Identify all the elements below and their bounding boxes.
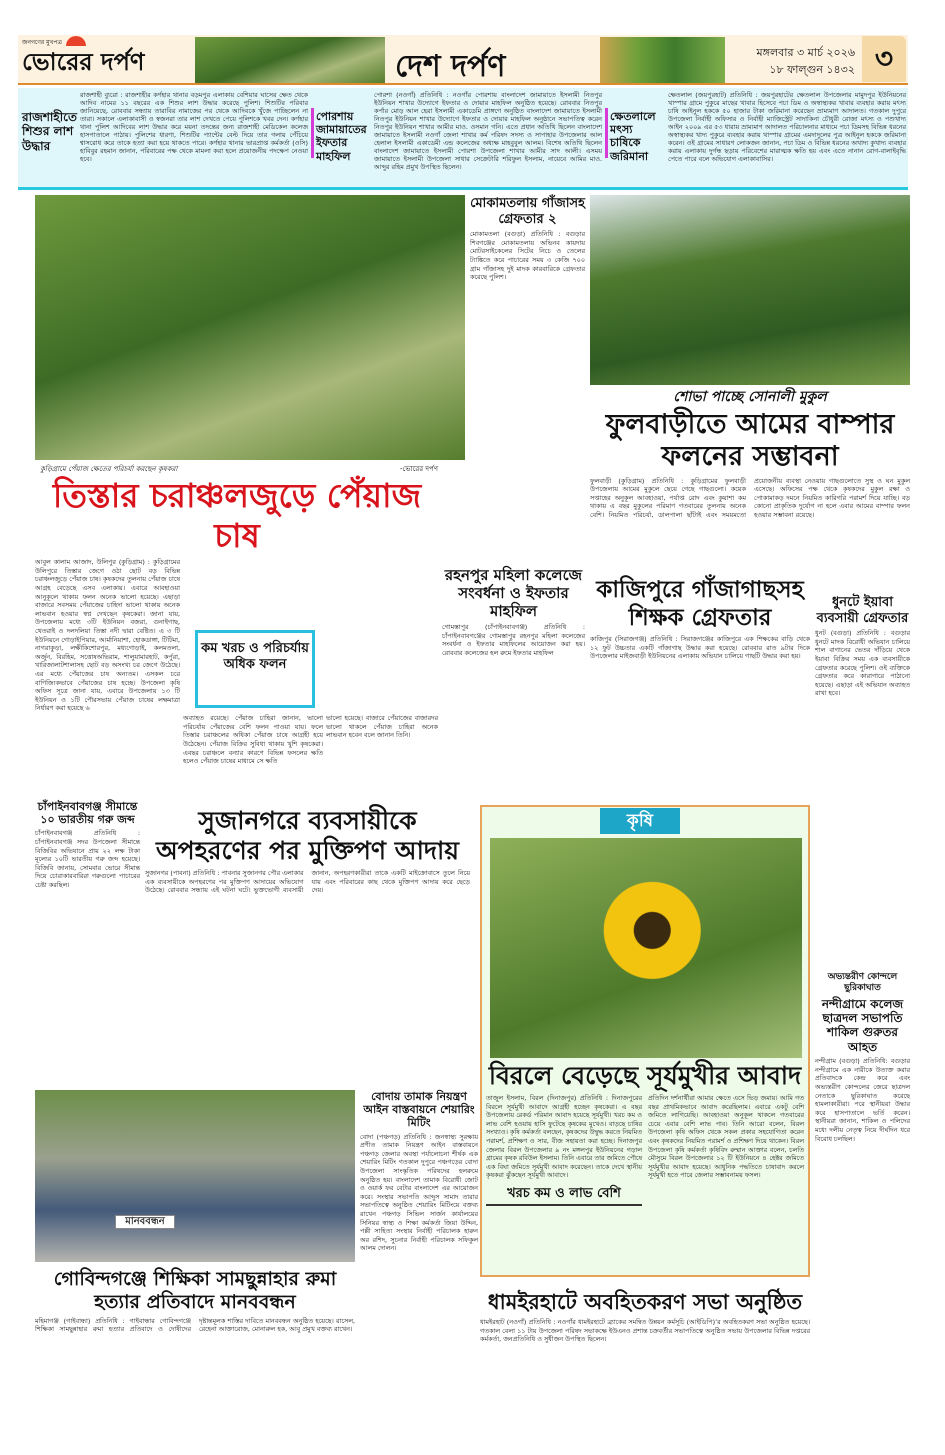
lead-article-col3: ভালো হয়েছে। বাজারে পেঁয়াজের বাজারদর ভালো থাকলে পেঁয়াজ চাহিরা অনেক লাভবান হবেন বলে জানান তিনি। [326,714,438,740]
article-porsha: পোরশা (নওগাঁ) প্রতিনিধি : নওগাঁর পোরশায় বাংলাদেশ জামায়াতে ইসলামী নিতপুর ইউনিয়ন শাখার উদ্যোগে ইফতার ও দোয়ার মাহফিল অনুষ্ঠিত হয়েছে। রোববার নিতপুর কর্পার মোড় আল হেরা ইসলামী একাডেমি প্রাঙ্গণে অনুষ্ঠিত বাংলাদেশ জামায়াতে ইসলামী নিতপুর ইউনিয়ন শাখার উদ্যোগে ইফতার ও দোয়ার মাহফিল অনুষ্ঠানে সভাপতিত্ব করেন নিতপুর ইউনিয়ন শাখার আমীর মাও. ওসমান গনি। এতে প্রধান অতিথি ছিলেন বাংলাদেশ জামায়াতে ইসলামী নওগাঁ জেলা শাখার কর্ম পরিষদ সদস্য ও সাপাহার উপজেলার আল হেলাল ইসলামী একাডেমী এন্ড কলেজের অধ্যক্ষ মাহবুবুল আলম। বিশেষ অতিথি ছিলেন বাংলাদেশ জামায়াতে ইসলামী পোরশা উপজেলা শাখার আমীর সাদ আলী। এসময় জামায়াতে ইসলামী উপজেলা সাধার সেক্রেটারি শরিফুল ইসলাম, নায়েবে আমির মাও. আব্দুর রহিম প্রমুখ উপস্থিত ছিলেন। [374,91,602,171]
section-tag-krishi: কৃষি [600,808,680,834]
article-chapai: চাঁপাইনবাবগঞ্জ প্রতিনিধি : চাঁপাইনবাবগঞ্জ সদর উপজেলা সীমান্তে বিজিবির অভিযানে প্রায় ২২ লক্ষ টাকা মূল্যের ১০টি ভারতীয় গরু জব্দ হয়েছে। বিজিবি জানায়, সোমবার ভোরে সীমান্ত দিয়ে চোরাকারবারিরা গরুগুলো পাচারের চেষ্টা করছিল। [35,829,140,889]
headline-khetlal[interactable]: ক্ষেতলালে মৎস্য চাষিকে জরিমানা [610,110,656,163]
boda-article [360,1090,478,1253]
nandigram-kicker: অভ্যন্তরীণ কোন্দলে ছুরিকাঘাত [827,972,898,993]
headline-dhamoirhat[interactable]: ধামইরহাটে অবহিতকরণ সভা অনুষ্ঠিত [487,1290,803,1314]
rohonpur-article [442,566,585,657]
article-sujanagar: সুজানগর (পাবনা) প্রতিনিধি : পাবনার সুজানগর পৌর এলাকার এক ব্যবসায়ীকে অপহরণের পর মুক্তিপণ আদায়ের অভিযোগ উঠেছে। রোববার সন্ধ্যায় এই ঘটনা ঘটে। ভুক্তভোগী ব্যবসায়ী জানান, অপহরণকারীরা তাকে একটি মাইক্রোবাসে তুলে নিয়ে যায় এবং পরিবারের কাছ থেকে মুক্তিপণ আদায় করে ছেড়ে দেয়। [145,869,470,895]
article-dhunot: ধুনট (বগুড়া) প্রতিনিধি : বগুড়ার ধুনটে মাদক বিরোধী অভিযান চালিয়ে শাল বাগানের ভেতর দাঁড়িয়ে থেকে ইয়াবা বিক্রির সময় এক ব্যবসায়ীকে গ্রেফতার করেছে পুলিশ। ওই ব্যক্তিকে গ্রেফতার করে কারাগারে পাঠানো হয়েছে। এছাড়া এই অভিযান অব্যাহত রাখা হবে। [815,629,910,698]
photo-credit: -ভোরের দর্পণ [400,465,439,473]
logo-name: ভোরের দর্পণ [22,48,145,76]
headline-mokamtola[interactable]: মোকামতলায় গাঁজাসহ গ্রেফতার ২ [470,196,585,227]
mango-tree-photo [590,195,910,385]
article-gobindaganj: মহিমাগঞ্জ (গাইবান্ধা) প্রতিনিধি : গাইবান্ধার গোবিন্দগঞ্জে শিক্ষিকা সামছুন্নাহার রুমা হত্যার প্রতিবাদে ও দোষীদের দৃষ্টান্তমূলক শাস্তির দাবিতে মানববন্ধন অনুষ্ঠিত হয়েছে। রাসেল, রেহেনা আক্তারোজ, মোনারুল হক, আবু প্রমুখ বক্তব্য রাখেন। [35,1316,355,1334]
kazipur-article [590,577,810,661]
issue-date: মঙ্গলবার ৩ মার্চ ২০২৬ ১৮ ফাল্গুন ১৪৩২ [756,46,855,76]
article-boda: বোদা (পঞ্চগড়) প্রতিনিধি : জনস্বাস্থ্য সুরক্ষায় প্রণীত তামাক নিয়ন্ত্রণ আইন বাস্তবায়নে পঞ্চগড় জেলার অবস্থা পর্যালোচনা শীর্ষক এক শেয়ারিং মিটিং গতকাল দুপুরে পঞ্চগড়ের বোদা উপজেলা সাংস্কৃতিক পরিষদের হলরুমে অনুষ্ঠিত হয়। বাংলাদেশ তামাক বিরোধী জোট ও ওয়ার্ক ফর বেটার বাংলাদেশ এর আয়োজন করে। সংস্থার সভাপতি আব্দুস সামাদ তারার সভাপতিত্বে অনুষ্ঠিত শেয়ারিং মিটিংয়ে বক্তব্য রাখেন পঞ্চগড় সিভিল সার্জন কার্যালয়ের সিনিয়র স্বাস্থ্য ও শিক্ষা কর্মকর্তা জিয়া উদ্দিন, পল্লী সাহিত্য সংস্থার নির্বাহী পরিচালক হারুন অর রশিদ, সুচনার নির্বাহী পরিচালক সফিকুল আলম দোলন। [360,1132,478,1253]
nandigram-article [815,972,910,1143]
sujanagar-article [145,806,470,895]
sunflower-article [486,1061,804,1206]
photo-caption: কুড়িগ্রামে পেঁয়াজ ক্ষেতের পরিচর্যা করছেন কৃষকরা [40,465,178,473]
sun-logo-icon [66,36,86,46]
lead-article [35,476,439,790]
article-rajshahi: রাজশাহী ব্যুরো : রাজশাহীর কর্ণহার থানার বড়মপুর এলাকায় বেশিয়ার ঘাসের ক্ষেত থেকে আদিব নামের ১১ বছরের এক শিশুর লাশ উদ্ধার করেছে পুলিশ। শিশুটির পরিবার জানিয়েছে, রোববার সন্ধ্যায় তারাবির নামাজের পর থেকে আদিবকে খুঁজে পাচ্ছিলেন না তারা। সকালে এলাকাবাসী ও স্বজনরা তার লাশ দেখতে পেয়ে পুলিশকে খবর দেন। কর্ণহার থানা পুলিশ আদিবের লাশ উদ্ধার করে ময়না তদন্তের জন্য রাজশাহী মেডিকেল কলেজ হাসপাতালে পাঠায়। পুলিশের ধারণা, শিশুটির প্যান্টের বেল্ট দিয়ে তার গলায় পেঁচিয়ে শ্বাসরোধ করে তাকে হত্যা করা হয়ে থাকতে পারে। কর্ণহার থানার ভারপ্রাপ্ত কর্মকর্তা (ওসি) হাবিবুর রহমান জানান, পরিবারের পক্ষ থেকে মামলা করা হলে প্রয়োজনীয় পদক্ষেপ নেওয়া হবে। [80,91,308,163]
headline-chapai[interactable]: চাঁপাইনবাবগঞ্জ সীমান্তে ১০ ভারতীয় গরু জব্দ [37,800,138,827]
article-nandigram: নন্দীগ্রাম (বগুড়া) প্রতিনিধি: বগুড়ার নন্দীগ্রামে এক নারীকে উত্যক্ত করার প্রতিবাদকে কেন্দ্র করে এবং অভ্যন্তরীণ কোন্দলের জেরে ছাত্রদল নেতাকে ছুরিকাঘাত করেছে হামলাকারীরা। পরে স্থানীয়রা উদ্ধার করে হাসপাতালে ভর্তি করেন। স্থানীয়রা জানান, শাকিল ও পলিদের মধ্যে দলীয় নেতৃত্ব নিয়ে দীর্ঘদিন ধরে বিরোধ চলছিল। [815,1057,910,1143]
divider [311,108,314,158]
mango-kicker: শোভা পাচ্ছে সোনালী মুকুল [673,389,827,405]
article-dhamoirhat: ধামইরহাট (নওগাঁ) প্রতিনিধি : নওগাঁর ধামইরহাটে ব্র্যাকের সমন্বিত উন্নয়ন কর্মসূচি (আইডিপি)’র অবহিতকরণ সভা অনুষ্ঠিত হয়েছে। গতকাল বেলা ১১ টায় উপজেলা পরিষদ সভাকক্ষে ইউএনও প্রশান্ত চক্রবর্তীর সভাপতিত্বে অনুষ্ঠিত সভায় উপজেলার বিভিন্ন দপ্তরের কর্মকর্তা, জনপ্রতিনিধি ও সুধীজন উপস্থিত ছিলেন। [480,1318,810,1344]
banner-text: মানববন্ধন [115,1215,175,1229]
headline-gobindaganj[interactable]: গোবিন্দগঞ্জে শিক্ষিকা সামছুন্নাহার রুমা হত্যার প্রতিবাদে মানববন্ধন [53,1268,337,1313]
headline-nandigram[interactable]: নন্দীগ্রামে কলেজ ছাত্রদল সভাপতি শাকিল গুরুতর আহত [821,996,904,1054]
headline-dhunot[interactable]: ধুনটে ইয়াবা ব্যবসায়ী গ্রেফতার [816,595,909,626]
mokamtola-article [470,196,585,282]
logo-tagline: জনগণের মুখপত্র [22,39,62,46]
headline-rohonpur[interactable]: রহনপুর মহিলা কলেজে সংবর্ধনা ও ইফতার মাহফিল [444,566,583,620]
lead-article-col1: আবুল কালাম আজাদ, উলিপুর (কুড়িগ্রাম) : কুড়িগ্রামের উলিপুরে তিস্তার জেগে ওঠা ছোট বড় বিভিন্ন চরাঞ্চলজুড়ে পেঁয়াজ চাষ। কৃষকদের তুলনায় পেঁয়াজ চাষে আগ্রহ বেড়েছে এসব এলাকায়। এবারে আবহাওয়া আনুকূলে থাকায় ফলন অনেক ভালো হয়েছে। এছাড়া বাজারে সবসময় পেঁয়াজের চাহিদা ভালো থাকায় অনেক লাভবান হওয়ার স্বপ্ন দেখছেন কৃষকেরা। জানা যায়, উপজেলায় মধ্যে ৩টি ইউনিয়ন বজরা, গুনাইগাছ, থেতরাই ও দলদলিয়া তিস্তা নদী দ্বারা বেষ্টিত। এ ৩ টি ইউনিয়নে গোড়াইপিয়ার, আর্মানিয়াশা, হোকডাঙ্গা, টিটিমা, নাগরাকুড়া, লক্ষীকিশোরপুর, মধ্যগোড়াই, কলমতলা, অর্জুন, বিরহিম, সত্তোষঅভিরাম, শালুয়ামারহাট, কর্পুরা, খারিজালাটশালাসহ ছোট বড় অসংখ্য চর জেগে উঠেছে। এর মধ্যে পেঁয়াজের চাষ অন্যতম। এসকল চরে বাণিজ্যিকভাবে পেঁয়াজের চাষ হচ্ছে। উপজেলা কৃষি অফিস সূত্রে জানা যায়, এবারে উপজেলায় ১৩ টি ইউনিয়ন ও ১টি পৌরসভায় পেঁয়াজ চাষের লক্ষমাত্রা নির্ধারণ করা হয়েছে ৬ [35,558,180,713]
divider [605,108,608,158]
article-sunflower-col1: তাজুল ইসলাম, বিরল (দিনাজপুর) প্রতিনিধি : দিনাজপুরের বিরলে সূর্যমুখী আবাদে আগ্রহী হচ্ছেন কৃষকেরা। এ বছর উপজেলায় রেকর্ড পরিমান আবাদ হয়েছে সূর্যমুখী। খরচ কম ও লাভ বেশি হওয়ায় হাসি ফুটেছে কৃষকের মুখেও। বাড়ছে চাষির সংখ্যাও। কৃষি কর্মকর্তা বলছেন, কৃষকদের উদ্বুদ্ধ করতে নিয়মিত পরামর্শ, প্রশিক্ষণ ও সার, বীজ সহায়তা করা হচ্ছে। দিনাজপুর জেলার বিরল উপজেলার ৯ নং মঙ্গলপুর ইউনিয়নের গড়াল গ্রামের কৃষক রবিউল ইসলাম। তিনি এবারে তার জমিতে পৌষে এক বিঘা জমিতে সূর্যমুখী আবাদ করেছেন। তাকে দেখে স্থানীয় কৃষকরা ঝুঁকছেন সূর্যমুখী আবাদে। [486,1094,642,1180]
article-mango: ফুলবাড়ী (কুড়িগ্রাম) প্রতিনিধি : কুড়িগ্রামের ফুলবাড়ী উপজেলায় আমের মুকুলে ছেয়ে গেছে গাছগুলো। কয়েক সপ্তাহের অনুকূল আবহাওয়া, পর্যাপ্ত রোদ এবং কুয়াশা কম থাকায় এ বছর মুকুলের পরিমাণ গতবারের তুলনায় অনেক বেশি। নিয়মিত পরিচর্যা, ডালপালা ছাঁটাই এবং সময়মতো প্রয়োজনীয় ব্যবস্থা নেওয়ায় গাছগুলোতে সুস্থ ও ঘন মুকুল এসেছে। অফিসের পক্ষ থেকে কৃষকদের মুকুল রক্ষা ও পোকামাকড় দমনে নিয়মিত কারিগরি পরামর্শ দিয়ে যাচ্ছি। বড় কোনো প্রাকৃতিক দুর্যোগ না হলে এবার আমের বাম্পার ফলন হওয়ার সম্ভাবনা রয়েছে। [590,476,910,519]
headline-rajshahi[interactable]: রাজশাহীতে শিশুর লাশ উদ্ধার [22,110,77,153]
headline-porsha[interactable]: পোরশায় জামায়াতের ইফতার মাহফিল [316,110,367,163]
human-chain-photo [35,1090,355,1262]
article-sunflower-col2: প্রতিদিন দর্শনার্থীরা আমার ক্ষেতে এসে ভিড় জমায়। আমি গত বছর প্রাথমিকভাবে আবাদ করেছিলাম। এবারে একটু বেশি জমিতে লাগিয়েছি। আবহাওয়া অনুকূল থাকলে গতবারের চেয়ে এবার বেশি লাভ পাব। তিনি আরো বলেন, বিরল উপজেলা কৃষি অফিস থেকে সকল প্রকার সহযোগিতা করেন এবং কৃষকদের নিয়মিত পরামর্শ ও প্রশিক্ষণ দিয়ে থাকেন। বিরল উপজেলা কৃষি কর্মকর্তা কৃষিবিদ রুম্মান আক্তার বলেন, চলতি মৌসুমে বিরল উপজেলার ১২ টি ইউনিয়নে ৪ হেক্টর জমিতে সূর্যমুখীর আবাদ হয়েছে। আধুনিক পদ্ধতিতে চাষাবাদ করলে সূর্যমুখী হতে পারে জেলার সম্ভাবনাময় ফসল। [648,1094,804,1180]
gobindaganj-article [35,1268,355,1334]
dhamoirhat-article [480,1290,810,1344]
masthead-photo-collage-left [195,37,385,83]
dhunot-article [815,595,910,698]
section-title: দেশ দর্পণ [395,49,506,84]
lead-headline[interactable]: তিস্তার চরাঞ্চলজুড়ে পেঁয়াজ চাষ [52,476,422,555]
article-kazipur: কাজিপুর (সিরাজগঞ্জ) প্রতিনিধি : সিরাজগঞ্জের কাজিপুরে এক শিক্ষকের বাড়ি থেকে ১২ ফুট উচ্চতার একটি গাঁজাগাছ উদ্ধার করা হয়েছে। রোববার রাত ৯টার দিকে উপজেলার মাইজবাড়ী ইউনিয়নের এলাকায় অভিযান চালিয়ে গাছটি উদ্ধার করা হয়। [590,635,810,661]
article-rohonpur: গোমস্তাপুর (চাঁপাইনবাবগঞ্জ) প্রতিনিধি : চাঁপাইনবাবগঞ্জের গোমস্তাপুর রহনপুর মহিলা কলেজের সংবর্ধনা ও ইফতার মাহফিলের আয়োজন করা হয়। রোববার কলেজের হল রুমে ইফতার মাহফিল [442,623,585,657]
sunflower-photo [490,838,802,1058]
article-khetlal: ক্ষেতলাল (জয়পুরহাট) প্রতিনিধি : জয়পুরহাটের ক্ষেতলাল উপজেলার মামুদপুর ইউনিয়নের খাস্পার গ্রামে পুকুরে মাছের খাবার হিসেবে পচা ডিম ও অস্বাস্থ্যকর খাবার ব্যবহার করায় মৎস্য চাষি আইনুল হককে ৫০ হাজার টাকা জরিমানা করেছেন ভ্রাম্যমাণ আদালত। গতকাল দুপুরে উপজেলা নির্বাহী অফিসার ও নির্বাহী ম্যাজিস্ট্রেট সাদাকিনা চৌধুরী রোজা মৎস্য ও পশুখাদ্য আইন ২০০৯ এর ৫৩ ধারায় ভ্রাম্যমাণ আদালত পরিচালনার মাধ্যমে পচা ডিমসহ বিভিন্ন ধরনের অস্বাস্থ্যকর খাদ্য পুকুরে ব্যবহার করায় খাস্পার গ্রামের এমদাদুলের পুত্র আইনুল হককে জরিমানা করেন। ওই গ্রামের সাধারণ লোকজন জানান, পচা ডিম ও বিভিন্ন ধরনের অখাদ্য কুখাদ্য ব্যবহার করায় এলাকায় দুর্গন্ধ ছড়ায় পরিবেশের মারাত্মক ক্ষতি হয় এবং এতে নানান রোগ-বালাইবৃদ্ধি পেতে পারে বলে অভিযোগ এলাকাবাসির। [668,91,906,163]
headline-kazipur[interactable]: কাজিপুরে গাঁজাগাছসহ শিক্ষক গ্রেফতার [596,577,804,631]
masthead-photo-collage-right [600,37,725,83]
headline-sunflower[interactable]: বিরলে বেড়েছে সূর্যমুখীর আবাদ [488,1061,802,1090]
mango-article [590,389,910,520]
headline-mango[interactable]: ফুলবাড়ীতে আমের বাম্পার ফলনের সম্ভাবনা [605,408,895,473]
lead-pullquote: কম খরচ ও পরিচর্যায় অধিক ফলন [195,630,315,708]
newspaper-logo[interactable] [22,34,182,78]
sunflower-pullquote: খরচ কম ও লাভ বেশি [486,1184,642,1206]
page-number: ৩ [862,36,906,82]
headline-sujanagar[interactable]: সুজানগরে ব্যবসায়ীকে অপহরণের পর মুক্তিপণ আদায় [156,806,459,865]
headline-boda[interactable]: বোদায় তামাক নিয়ন্ত্রণ আইন বাস্তবায়নে শেয়ারিং মিটিং [363,1090,475,1130]
onion-field-photo [35,195,465,460]
chapai-article [35,800,140,890]
article-mokamtola: মোকামতলা (বগুড়া) প্রতিনিধি : বগুড়ার শিবগঞ্জের মোকামতলায় অভিনব কায়দায় মোটরসাইকেলের সিটের নিচে ও তেলের ট্যাঙ্কিতে করে পাচারের সময় ৩ কেজি ৭০০ গ্রাম গাঁজাসহ দুই মাদক কারবারিকে গ্রেফতার করেছে পুলিশ। [470,230,585,282]
lead-article-col2: অব্যাহত রয়েছে। পেঁয়াজ চাহিরা জানান, ভালো পরিচর্যায় পেঁয়াজের বেশি ফলন পাওয়া যায়। ফলে তিস্তার চরাঞ্চলের অধিকা পেঁয়াজ চাষে আগ্রহী হয়ে উঠেছেন। পেঁয়াজ বিক্রির সুবিধা থাকায় খুশি কৃষকেরা। এবছর চরাঞ্চলে বন্যার কারণে বিভিন্ন ফসলের ক্ষতি হলেও পেঁয়াজ চাষের মাধ্যমে সে ক্ষতি [183,714,323,766]
